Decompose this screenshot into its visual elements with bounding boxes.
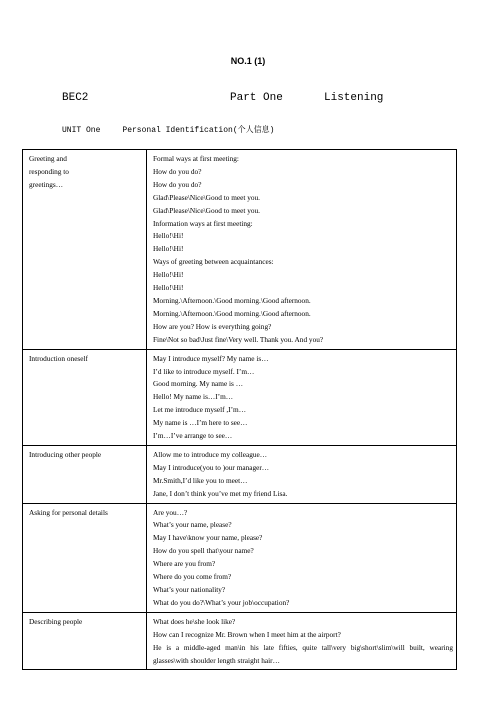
document-header — [62, 92, 442, 106]
phrases-table — [22, 149, 457, 670]
phrase-line: Let me introduce myself ,I’m… — [153, 405, 247, 415]
phrase-line: My name is …I’m here to see… — [153, 418, 248, 428]
phrase-line: Hello!\Hi! — [153, 270, 184, 280]
phrase-line: What does he\she look like? — [153, 616, 236, 626]
section-phrases — [147, 445, 457, 503]
table-row — [23, 445, 457, 503]
skill-label: Listening — [324, 92, 384, 104]
phrase-line: Mr.Smith,I’d like you to meet… — [153, 475, 248, 485]
unit-topic: Personal Identification(个人信息) — [122, 126, 275, 135]
section-label — [23, 612, 147, 670]
phrase-line: Morning.\Afternoon.\Good morning.\Good afternoon. — [153, 295, 311, 305]
phrase-line: Fine\Not so bad\Just fine\Very well. Thank you. And you? — [153, 334, 324, 344]
phrase-line: What’s your name, please? — [153, 520, 232, 530]
table-row — [23, 503, 457, 612]
section-phrases — [147, 349, 457, 445]
phrase-line: Morning.\Afternoon.\Good morning.\Good afternoon. — [153, 308, 311, 318]
phrase-line: Hello! My name is…I’m… — [153, 392, 234, 402]
phrase-line: What do you do?\What’s your job\occupation? — [153, 597, 290, 607]
phrase-line: What’s your nationality? — [153, 585, 226, 594]
phrase-line: Ways of greeting between acquaintances: — [153, 257, 274, 267]
section-label — [23, 503, 147, 612]
phrase-line: How do you do? — [153, 179, 202, 189]
section-label-line: Greeting and — [29, 154, 67, 163]
section-phrases — [147, 150, 457, 350]
course-code: BEC2 — [62, 92, 89, 104]
phrase-line: Where do you come from? — [153, 572, 232, 582]
phrase-line: Information ways at first meeting: — [153, 218, 253, 228]
phrase-line: He is a middle-aged man\in his late fifties, quite tall\very big\short\slim\will built, wearing glasses\with shoulder length straight hair… — [153, 642, 453, 665]
unit-number: UNIT One — [62, 126, 101, 135]
table-row — [23, 349, 457, 445]
part-label: Part One — [230, 92, 283, 104]
phrase-line: May I introduce myself? My name is… — [153, 353, 269, 363]
phrase-line: Are you…? — [153, 507, 188, 517]
phrase-line: How can I recognize Mr. Brown when I meet him at the airport? — [153, 629, 341, 639]
phrase-line: How are you? How is everything going? — [153, 321, 272, 331]
section-label — [23, 349, 147, 445]
section-label-line: greetings… — [29, 179, 64, 189]
section-phrases — [147, 612, 457, 670]
phrase-line: Good morning. My name is … — [153, 379, 243, 389]
page-title: NO.1 (1) — [230, 56, 266, 66]
section-phrases — [147, 503, 457, 612]
section-label-line: responding to — [29, 166, 69, 176]
section-label-line: Introduction oneself — [29, 353, 88, 363]
phrase-line: Jane, I don’t think you’ve met my friend Lisa. — [153, 488, 288, 498]
table-row — [23, 612, 457, 670]
section-label-line: Describing people — [29, 616, 83, 626]
table-row — [23, 150, 457, 350]
phrase-line: Glad\Please\Nice\Good to meet you. — [153, 205, 260, 215]
phrase-line: Where are you from? — [153, 559, 216, 569]
phrase-line: I’d like to introduce myself. I’m… — [153, 366, 255, 376]
phrase-line: Hello!\Hi! — [153, 283, 184, 293]
phrase-line: I’m…I’ve arrange to see… — [153, 431, 233, 441]
phrase-line: How do you spell that\your name? — [153, 546, 254, 556]
unit-heading — [62, 124, 296, 135]
phrase-line: Hello!\Hi! — [153, 244, 184, 254]
phrase-line: Glad\Please\Nice\Good to meet you. — [153, 192, 260, 202]
section-label — [23, 445, 147, 503]
section-label — [23, 150, 147, 350]
phrase-line: May I have\know your name, please? — [153, 533, 263, 543]
phrase-line: May I introduce(you to )our manager… — [153, 462, 270, 472]
section-label-line: Introducing other people — [29, 449, 102, 459]
section-label-line: Asking for personal details — [29, 507, 108, 517]
phrase-line: How do you do? — [153, 166, 202, 176]
phrase-line: Formal ways at first meeting: — [153, 154, 239, 163]
phrase-line: Hello!\Hi! — [153, 231, 184, 241]
phrase-line: Allow me to introduce my colleague… — [153, 449, 268, 459]
